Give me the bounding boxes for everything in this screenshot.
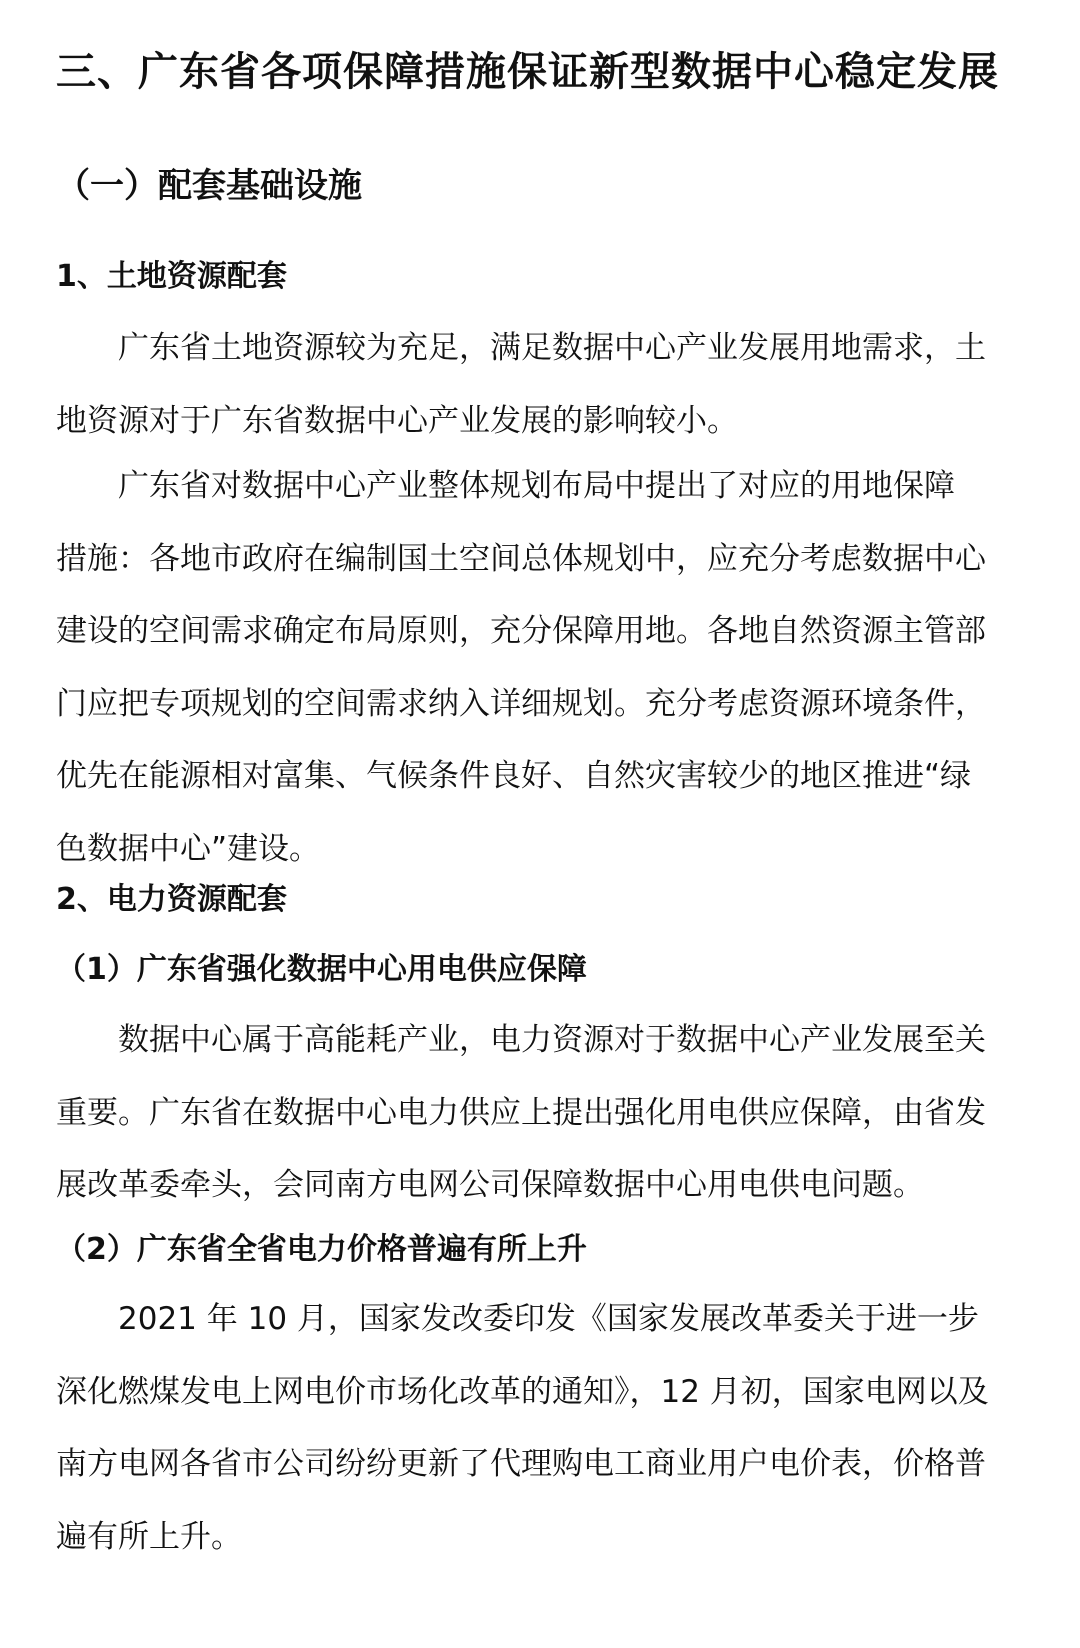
text-line: 遍有所上升。 <box>56 1518 242 1555</box>
text-line: 重要。广东省在数据中心电力供应上提出强化用电供应保障，由省发 <box>56 1094 986 1131</box>
text-line: 南方电网各省市公司纷纷更新了代理购电工商业用户电价表，价格普 <box>56 1446 986 1482</box>
paragraph-power-price <box>56 1283 1024 1573</box>
text-line: 建设的空间需求确定布局原则，充分保障用地。各地自然资源主管部 <box>56 613 986 649</box>
text-line: 广东省土地资源较为充足，满足数据中心产业发展用地需求，土 <box>118 330 986 366</box>
item-heading-power-supply: （1）广东省强化数据中心用电供应保障 <box>56 952 587 987</box>
text-line: 门应把专项规划的空间需求纳入详细规划。充分考虑资源环境条件， <box>56 685 986 722</box>
text-line: 广东省对数据中心产业整体规划布局中提出了对应的用地保障 <box>118 468 955 504</box>
text-line: 优先在能源相对富集、气候条件良好、自然灾害较少的地区推进“绿 <box>56 758 972 794</box>
text-line: 措施：各地市政府在编制国土空间总体规划中，应充分考虑数据中心 <box>56 540 986 577</box>
text-line: 展改革委牵头，会同南方电网公司保障数据中心用电供电问题。 <box>56 1167 924 1203</box>
paragraph-land-2 <box>56 450 1024 885</box>
subsection-heading-power: 2、电力资源配套 <box>56 882 287 917</box>
page-title: 三、广东省各项保障措施保证新型数据中心稳定发展 <box>56 49 999 95</box>
section-heading-infrastructure: （一）配套基础设施 <box>56 166 362 206</box>
text-line: 深化燃煤发电上网电价市场化改革的通知》，12 月初，国家电网以及 <box>56 1373 989 1410</box>
text-line: 数据中心属于高能耗产业，电力资源对于数据中心产业发展至关 <box>118 1022 986 1058</box>
paragraph-land-1 <box>56 312 1024 457</box>
text-line: 2021 年 10 月，国家发改委印发《国家发展改革委关于进一步 <box>118 1301 979 1337</box>
item-heading-power-price: （2）广东省全省电力价格普遍有所上升 <box>56 1232 587 1267</box>
paragraph-power-supply <box>56 1004 1024 1222</box>
text-line: 地资源对于广东省数据中心产业发展的影响较小。 <box>56 402 738 439</box>
subsection-heading-land: 1、土地资源配套 <box>56 259 287 294</box>
text-line: 色数据中心”建设。 <box>56 830 321 867</box>
